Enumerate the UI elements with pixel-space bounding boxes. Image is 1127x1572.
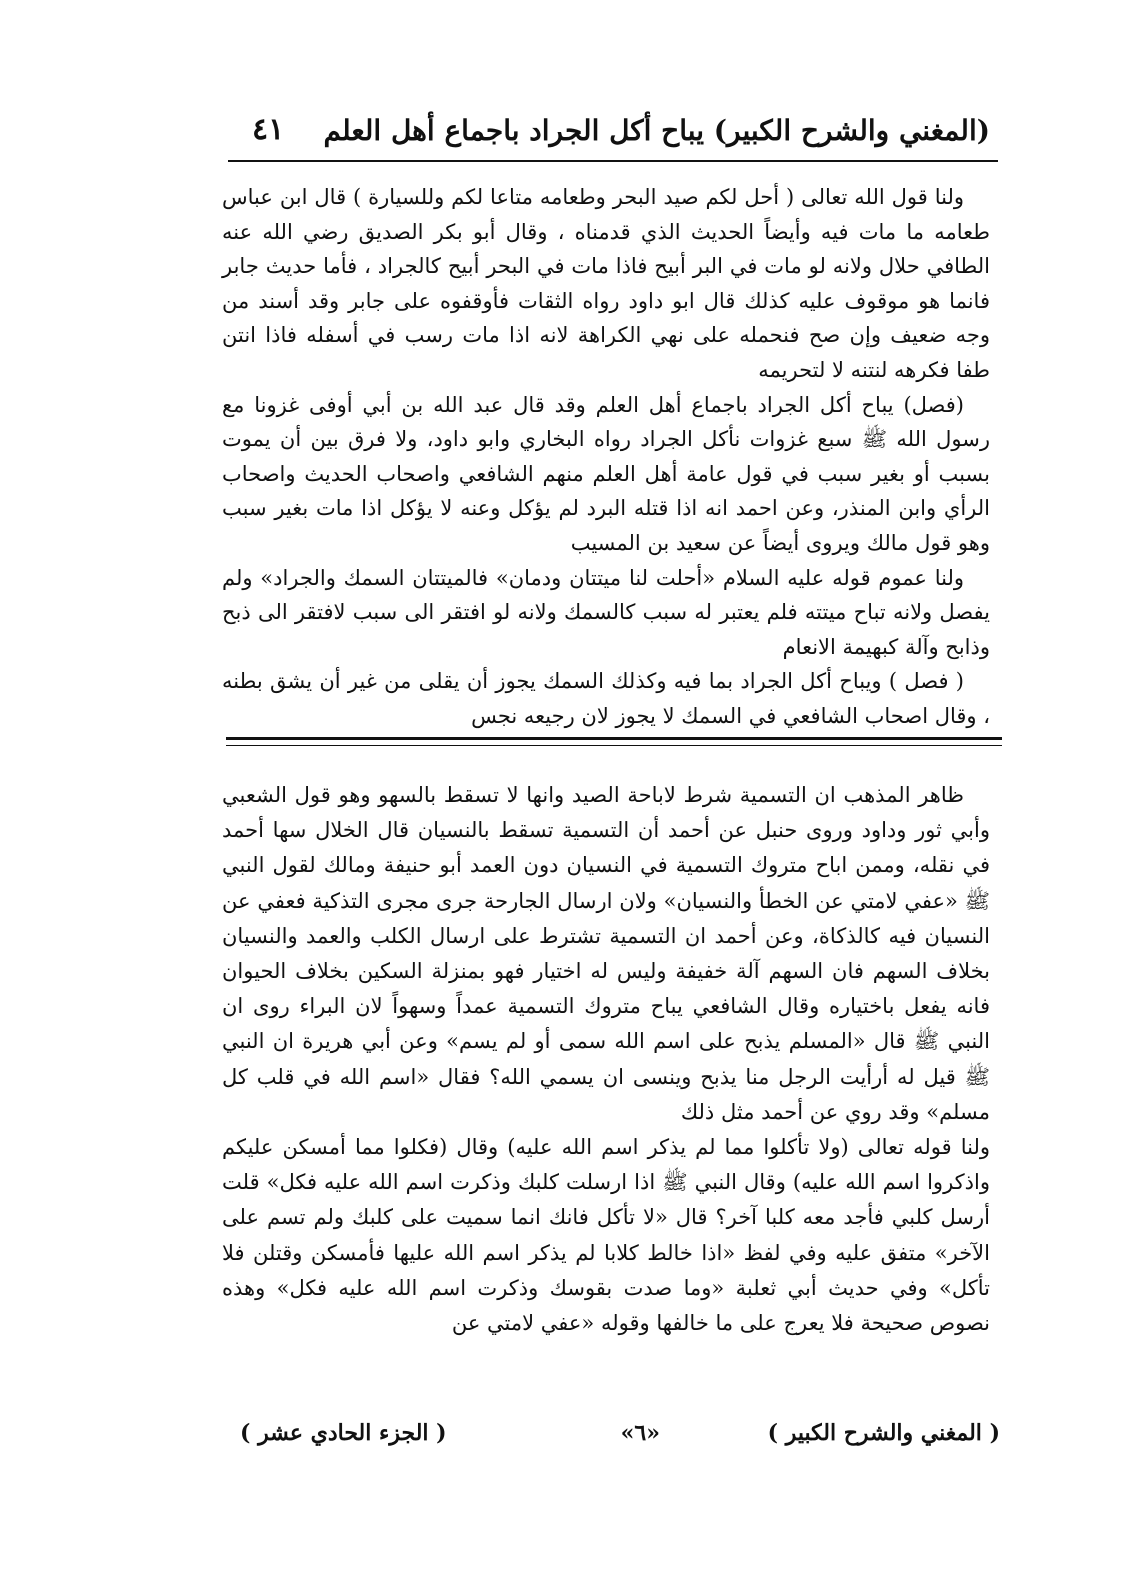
footer-volume: ( الجزء الحادي عشر ): [240, 1420, 447, 1446]
page-header: [240, 108, 990, 158]
paragraph: ( فصل ) ويباح أكل الجراد بما فيه وكذلك السمك يجوز أن يقلى من غير أن يشق بطنه ، وقال اصحاب الشافعي في السمك لا يجوز لان رجيعه نجس: [222, 669, 990, 728]
footer-page-code: «٦»: [620, 1420, 660, 1446]
page-number: ٤١: [252, 112, 285, 147]
paragraph: ولنا عموم قوله عليه السلام «أحلت لنا ميتتان ودمان» فالميتتان السمك والجراد» ولم يفصل ولانه تباح ميتته فلم يعتبر له سبب كالسمك ولانه لو افتقر الى سبب لافتقر الى ذبح وذابح وآلة كبهيمة الانعام: [222, 565, 990, 659]
lower-text-block: [222, 778, 990, 1341]
paragraph: ولنا قول الله تعالى ( أحل لكم صيد البحر وطعامه متاعا لكم وللسيارة ) قال ابن عباس طعامه ما مات فيه وأيضاً الحديث الذي قدمناه ، وقال أبو بكر الصديق رضي الله عنه الطافي حلال ولانه لو مات في البر أبيح فاذا مات في البحر أبيح كالجراد ، فأما حديث جابر فانما هو موقوف عليه كذلك قال ابو داود رواه الثقات فأوقفوه على جابر وقد أسند من وجه ضعيف وإن صح فنحمله على نهي الكراهة لانه اذا مات رسب في أسفله فاذا انتن طفا فكرهه لنتنه لا لتحريمه: [222, 185, 990, 382]
running-title: (المغني والشرح الكبير) يباح أكل الجراد باجماع أهل العلم: [323, 114, 990, 147]
footer-book-title: ( المغني والشرح الكبير ): [767, 1420, 1000, 1446]
paragraph: ظاهر المذهب ان التسمية شرط لاباحة الصيد وانها لا تسقط بالسهو وهو قول الشعبي وأبي ثور وداود وروى حنبل عن أحمد أن التسمية تسقط بالنسيان قال الخلال سها أحمد في نقله، وممن اباح متروك التسمية في النسيان دون العمد أبو حنيفة ومالك لقول النبي ﷺ «عفي لامتي عن الخطأ والنسيان» ولان ارسال الجارحة جرى مجرى التذكية فعفي عن النسيان فيه كالذكاة، وعن أحمد ان التسمية تشترط على ارسال الكلب والعمد والنسيان بخلاف السهم فان السهم آلة خفيفة وليس له اختيار فهو بمنزلة السكين بخلاف الحيوان فانه يفعل باختياره وقال الشافعي يباح متروك التسمية عمداً وسهواً لان البراء روى ان النبي ﷺ قال «المسلم يذبح على اسم الله سمى أو لم يسم» وعن أبي هريرة ان النبي ﷺ قيل له أرأيت الرجل منا يذبح وينسى ان يسمي الله؟ فقال «اسم الله في قلب كل مسلم» وقد روي عن أحمد مثل ذلك: [222, 783, 990, 1124]
page-footer: [240, 1420, 1000, 1460]
section-divider-thin: [226, 745, 1002, 746]
header-rule: [228, 160, 998, 162]
paragraph: ولنا قوله تعالى (ولا تأكلوا مما لم يذكر اسم الله عليه) وقال (فكلوا مما أمسكن عليكم واذكروا اسم الله عليه) وقال النبي ﷺ اذا ارسلت كلبك وذكرت اسم الله عليه فكل» قلت أرسل كلبي فأجد معه كلبا آخر؟ قال «لا تأكل فانك انما سميت على كلبك ولم تسم على الآخر» متفق عليه وفي لفظ «اذا خالط كلابا لم يذكر اسم الله عليها فأمسكن وقتلن فلا تأكل» وفي حديث أبي ثعلبة «وما صدت بقوسك وذكرت اسم الله عليه فكل» وهذه نصوص صحيحة فلا يعرج على ما خالفها وقوله «عفي لامتي عن: [222, 1135, 990, 1336]
paragraph: (فصل) يباح أكل الجراد باجماع أهل العلم وقد قال عبد الله بن أبي أوفى غزونا مع رسول الله ﷺ سبع غزوات نأكل الجراد رواه البخاري وابو داود، ولا فرق بين أن يموت بسبب أو بغير سبب في قول عامة أهل العلم منهم الشافعي واصحاب الحديث واصحاب الرأي وابن المنذر، وعن احمد انه اذا قتله البرد لم يؤكل وعنه لا يؤكل اذا مات بغير سبب وهو قول مالك ويروى أيضاً عن سعيد بن المسيب: [222, 392, 990, 555]
upper-text-block: [222, 180, 990, 734]
section-divider: [226, 737, 1002, 740]
